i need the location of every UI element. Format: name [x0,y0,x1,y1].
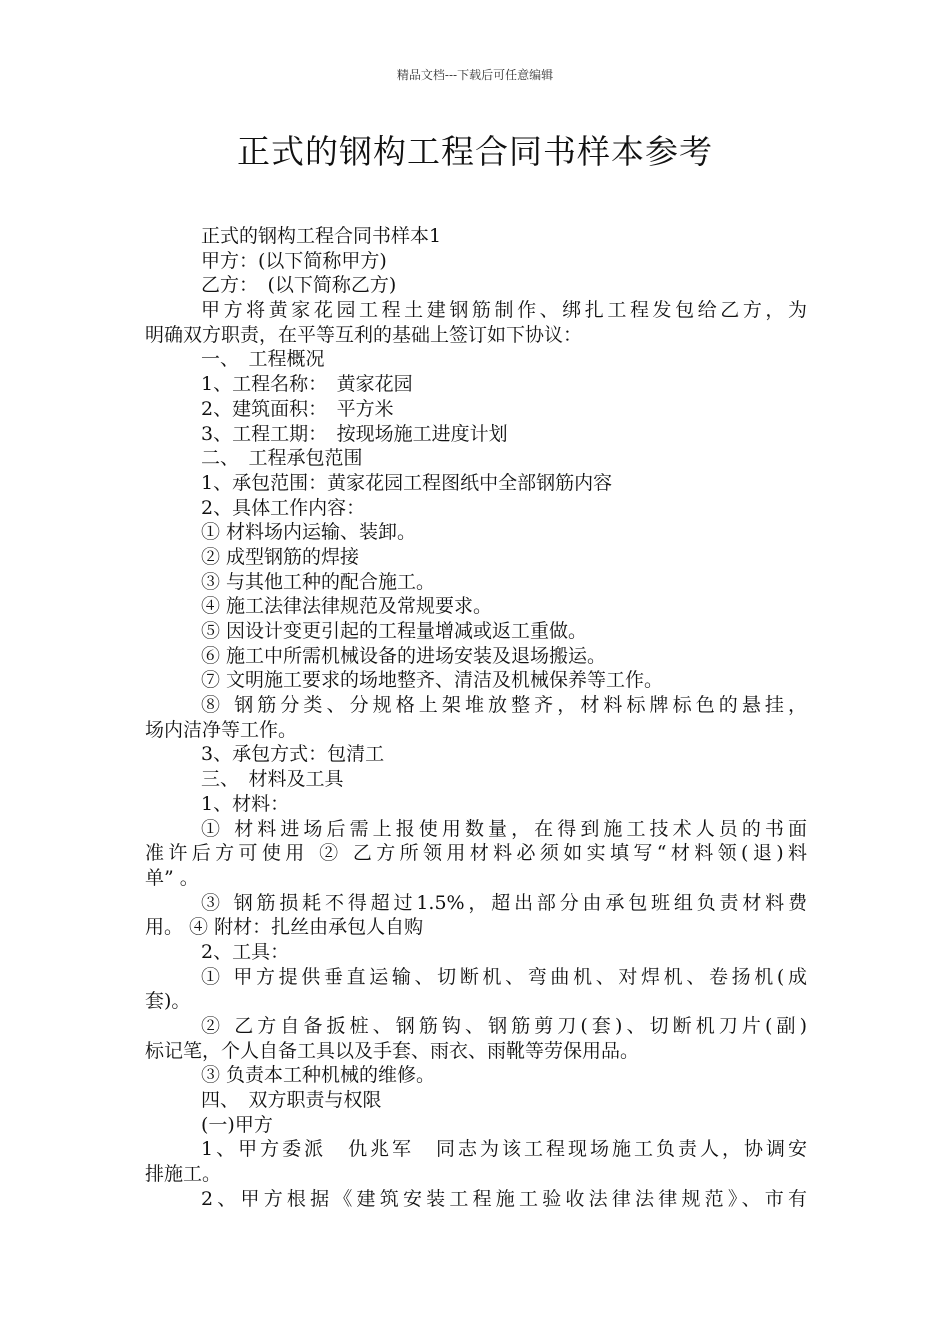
text-line: (一)甲方 [201,1113,273,1136]
text-line: ② 乙方自备扳桩、钢筋钩、钢筋剪刀(套)、切断机刀片(副) [201,1015,807,1037]
document-title: 正式的钢构工程合同书样本参考 [237,132,713,171]
text-line: ① 材料进场后需上报使用数量，在得到施工技术人员的书面 [201,817,807,840]
text-line: 甲方将黄家花园工程土建钢筋制作、绑扎工程发包给乙方，为 [201,299,807,322]
document-body [145,224,807,1212]
text-line: ⑥ 施工中所需机械设备的进场安装及退场搬运。 [201,644,607,667]
text-line: ③ 钢筋损耗不得超过1.5%，超出部分由承包班组负责材料费 [201,891,807,914]
text-line: 一、 工程概况 [201,348,325,371]
text-line: 甲方：(以下简称甲方) [201,249,387,272]
text-line: 明确双方职责，在平等互利的基础上签订如下协议： [145,323,583,346]
text-line: ⑤ 因设计变更引起的工程量增减或返工重做。 [201,620,588,642]
text-line: ⑧ 钢筋分类、分规格上架堆放整齐，材料标牌标色的悬挂， [201,694,807,717]
text-line: 套)。 [145,990,191,1013]
text-line: 排施工。 [145,1163,222,1186]
text-line: ② 成型钢筋的焊接 [201,545,360,568]
text-line: 1、甲方委派 仇兆军 同志为该工程现场施工负责人，协调安 [201,1138,807,1161]
text-line: 二、 工程承包范围 [201,447,363,470]
text-line: 标记笔，个人自备工具以及手套、雨衣、雨靴等劳保用品。 [145,1039,640,1062]
text-line: 四、 双方职责与权限 [201,1089,382,1112]
text-line: 场内洁净等工作。 [145,718,298,741]
text-line: 2、甲方根据《建筑安装工程施工验收法律法律规范》、市有 [201,1187,807,1210]
text-line: 单” 。 [145,866,199,889]
text-line: ④ 施工法律法律规范及常规要求。 [201,595,493,618]
header-note: 精品文档---下载后可任意编辑 [396,68,554,82]
text-line: 1、承包范围：黄家花园工程图纸中全部钢筋内容 [201,471,613,494]
text-line: ③ 负责本工种机械的维修。 [201,1064,436,1087]
text-line: 1、工程名称： 黄家花园 [201,373,413,396]
text-line: 正式的钢构工程合同书样本1 [201,225,442,247]
text-line: 2、建筑面积： 平方米 [201,397,394,420]
text-line: 准许后方可使用 ② 乙方所领用材料必须如实填写“材料领(退)料 [145,842,807,865]
text-line: 2、具体工作内容： [201,496,366,519]
text-line: ① 材料场内运输、装卸。 [201,521,417,544]
text-line: 2、工具： [201,940,290,963]
text-line: 3、工程工期： 按现场施工进度计划 [201,422,508,445]
text-line: 1、材料： [201,792,290,815]
text-line: ⑦ 文明施工要求的场地整齐、清洁及机械保养等工作。 [201,669,664,692]
text-line: ③ 与其他工种的配合施工。 [201,570,436,593]
text-line: 3、承包方式：包清工 [201,743,385,766]
text-line: ① 甲方提供垂直运输、切断机、弯曲机、对焊机、卷扬机(成 [201,965,807,988]
text-line: 乙方： (以下简称乙方) [201,274,397,297]
text-line: 用。 ④ 附材：扎丝由承包人自购 [145,916,424,939]
text-line: 三、 材料及工具 [201,768,344,791]
